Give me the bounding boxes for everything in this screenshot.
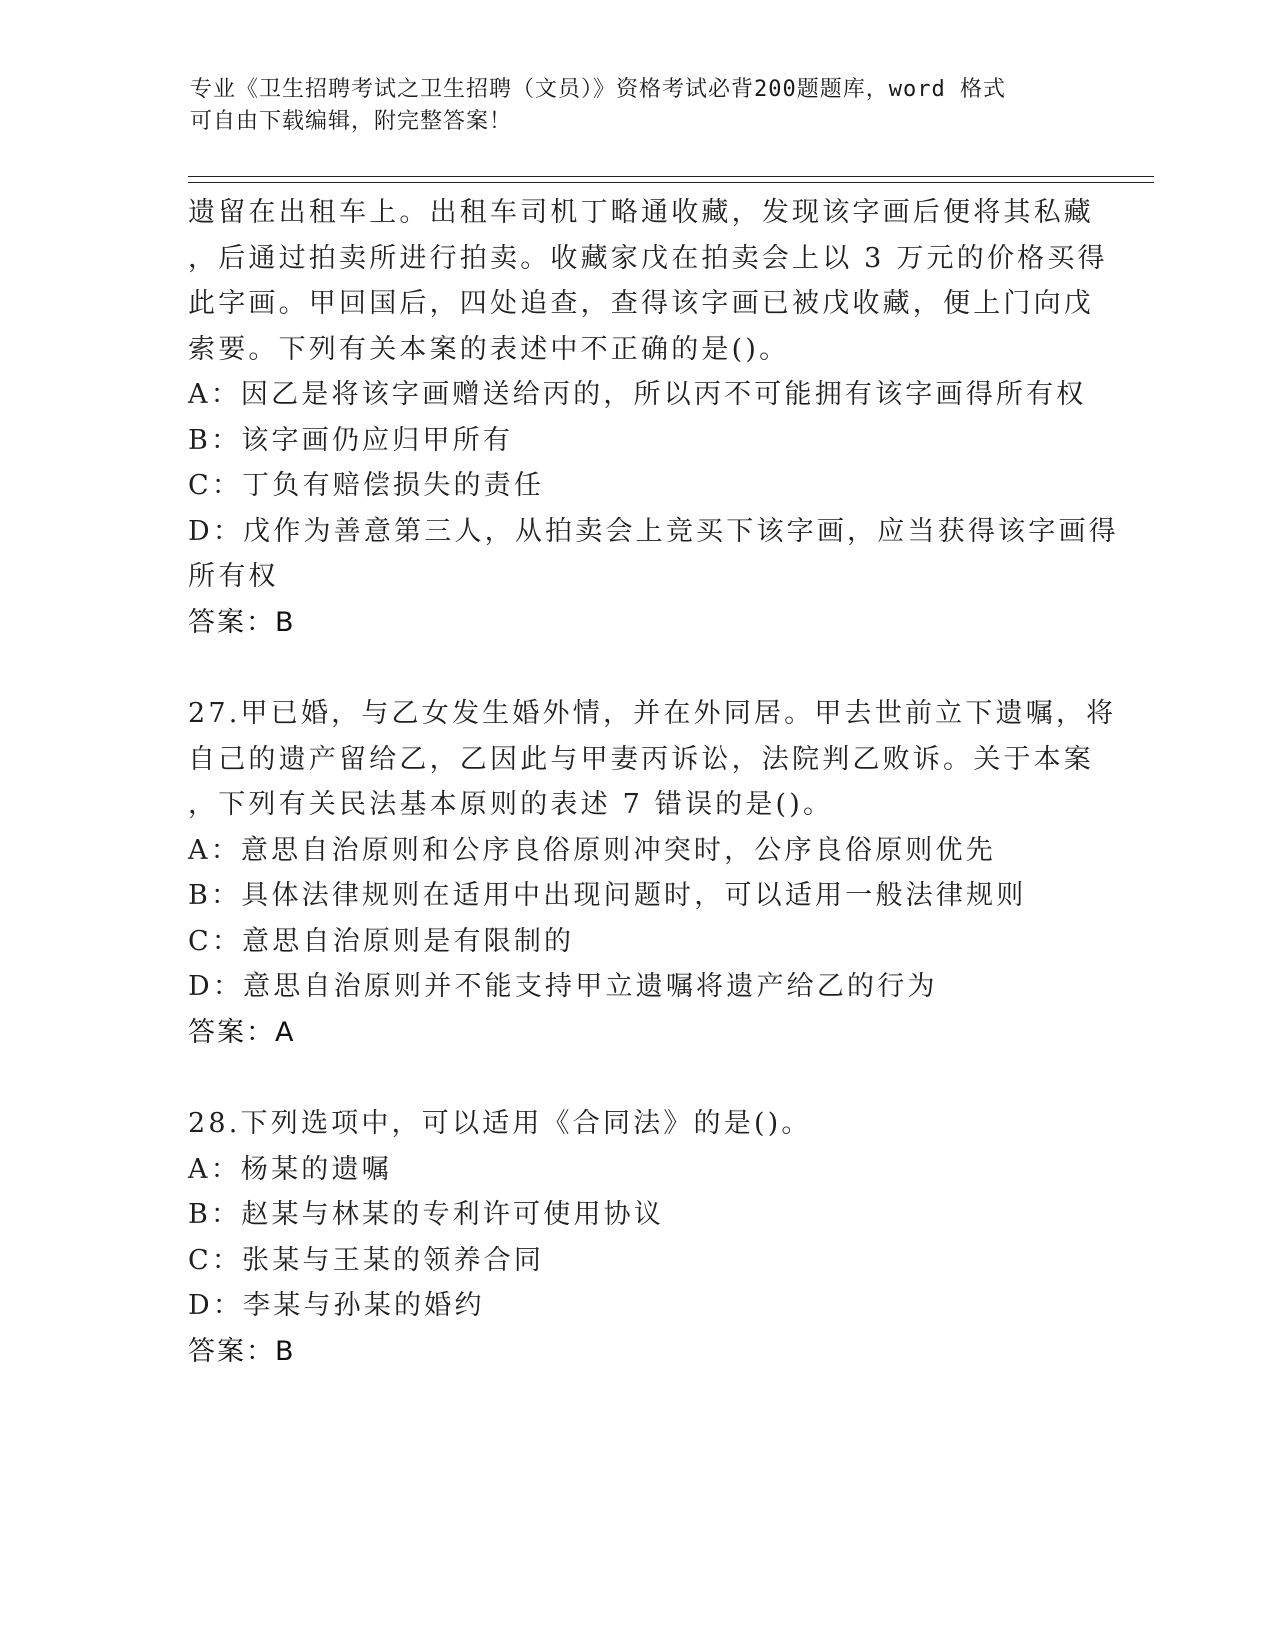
question-28-answer: 答案：B [188, 1335, 296, 1367]
question-content [188, 190, 1119, 1374]
question-26-stem-line-1: 遗留在出租车上。出租车司机丁略通收藏，发现该字画后便将其私藏 [188, 197, 1094, 228]
document-header [190, 74, 1070, 138]
question-27-stem-line-3: ，下列有关民法基本原则的表述 7 错误的是()。 [188, 789, 834, 820]
header-divider-top [188, 176, 1154, 177]
question-26-option-a: A：因乙是将该字画赠送给丙的，所以丙不可能拥有该字画得所有权 [188, 379, 1087, 410]
question-26-stem-line-2: ，后通过拍卖所进行拍卖。收藏家戊在拍卖会上以 3 万元的价格买得 [188, 242, 1108, 274]
question-27-option-c: C：意思自治原则是有限制的 [188, 925, 575, 957]
header-title-line-2: 可自由下载编辑，附完整答案！ [190, 109, 513, 134]
question-28-option-c: C：张某与王某的领养合同 [188, 1244, 545, 1276]
question-26-option-b: B：该字画仍应归甲所有 [188, 424, 514, 456]
question-28-block [188, 1101, 1088, 1374]
question-28-option-d: D：李某与孙某的婚约 [188, 1290, 485, 1321]
question-28-stem: 28.下列选项中，可以适用《合同法》的是()。 [188, 1108, 812, 1139]
question-26-stem-line-4: 索要。下列有关本案的表述中不正确的是()。 [188, 333, 790, 365]
header-divider-bottom [188, 182, 1154, 183]
spacer [188, 645, 1088, 691]
question-27-block [188, 691, 1117, 1055]
question-27-answer: 答案：A [188, 1016, 296, 1048]
question-26-stem-line-3: 此字画。甲回国后，四处追查，查得该字画已被戊收藏，便上门向戊 [188, 288, 1094, 319]
question-27-option-b: B：具体法律规则在适用中出现问题时，可以适用一般法律规则 [188, 880, 1027, 911]
question-26-option-d-line-2: 所有权 [188, 561, 279, 592]
question-26-option-c: C：丁负有赔偿损失的责任 [188, 470, 545, 501]
question-26-block [188, 190, 1119, 645]
question-27-stem-line-2: 自己的遗产留给乙，乙因此与甲妻丙诉讼，法院判乙败诉。关于本案 [188, 743, 1094, 775]
question-28-option-b: B：赵某与林某的专利许可使用协议 [188, 1199, 665, 1230]
question-26-answer: 答案：B [188, 606, 296, 638]
question-26-option-d-line-1: D：戊作为善意第三人，从拍卖会上竞买下该字画，应当获得该字画得 [188, 515, 1119, 547]
header-title-line-1: 专业《卫生招聘考试之卫生招聘（文员）》资格考试必背200题题库，word 格式 [190, 77, 1006, 102]
question-27-option-d: D：意思自治原则并不能支持甲立遗嘱将遗产给乙的行为 [188, 971, 938, 1002]
question-27-option-a: A：意思自治原则和公序良俗原则冲突时，公序良俗原则优先 [188, 834, 996, 866]
spacer [188, 1055, 1088, 1101]
question-28-option-a: A：杨某的遗嘱 [188, 1153, 392, 1185]
question-27-stem-line-1: 27.甲已婚，与乙女发生婚外情，并在外同居。甲去世前立下遗嘱，将 [188, 698, 1117, 729]
